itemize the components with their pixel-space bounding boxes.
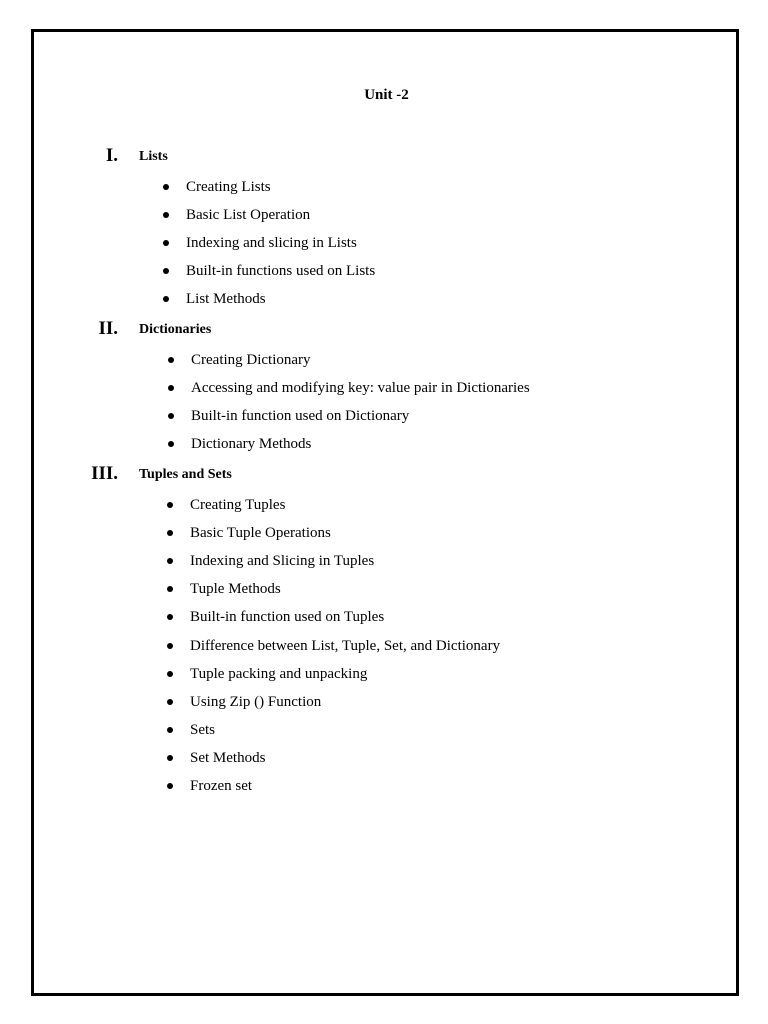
list-item-label: Indexing and Slicing in Tuples	[190, 553, 375, 569]
bullet-icon	[167, 502, 173, 508]
bullet-icon	[167, 643, 173, 649]
list-item-label: Tuple Methods	[190, 581, 281, 597]
list-item-label: Tuple packing and unpacking	[190, 666, 368, 682]
bullet-icon	[167, 699, 173, 705]
list-item-label: Dictionary Methods	[191, 436, 312, 452]
bullet-icon	[163, 240, 169, 246]
bullet-icon	[167, 530, 173, 536]
bullet-icon	[168, 441, 174, 447]
section-heading: Tuples and Sets	[139, 467, 232, 482]
bullet-icon	[167, 783, 173, 789]
bullet-icon	[167, 558, 173, 564]
bullet-icon	[163, 296, 169, 302]
list-item-label: Indexing and slicing in Lists	[186, 235, 357, 251]
bullet-icon	[163, 212, 169, 218]
bullet-icon	[167, 614, 173, 620]
list-item-label: Difference between List, Tuple, Set, and Dictionary	[190, 638, 501, 654]
section-numeral: I.	[105, 145, 118, 166]
list-item-label: Creating Dictionary	[191, 352, 311, 368]
bullet-icon	[167, 755, 173, 761]
bullet-icon	[163, 184, 169, 190]
bullet-icon	[167, 671, 173, 677]
bullet-icon	[168, 413, 174, 419]
list-item-label: Sets	[190, 722, 216, 738]
section-numeral: III.	[91, 463, 118, 484]
bullet-icon	[167, 586, 173, 592]
list-item-label: Creating Tuples	[190, 497, 286, 513]
list-item-label: Built-in function used on Tuples	[190, 609, 385, 625]
list-item-label: Built-in functions used on Lists	[186, 263, 376, 279]
unit-title: Unit -2	[364, 87, 409, 103]
bullet-icon	[167, 727, 173, 733]
list-item-label: Creating Lists	[186, 179, 271, 195]
bullet-icon	[168, 385, 174, 391]
section-heading: Dictionaries	[139, 322, 212, 337]
list-item-label: Basic Tuple Operations	[190, 525, 331, 541]
bullet-icon	[168, 357, 174, 363]
list-item-label: Frozen set	[190, 778, 253, 794]
list-item-label: List Methods	[186, 291, 266, 307]
section-heading: Lists	[139, 149, 168, 164]
list-item-label: Built-in function used on Dictionary	[191, 408, 410, 424]
page-border	[31, 29, 739, 996]
list-item-label: Using Zip () Function	[190, 694, 322, 710]
list-item-label: Set Methods	[190, 750, 266, 766]
list-item-label: Accessing and modifying key: value pair in Dictionaries	[191, 380, 530, 396]
section-numeral: II.	[98, 318, 118, 339]
list-item-label: Basic List Operation	[186, 207, 311, 223]
bullet-icon	[163, 268, 169, 274]
